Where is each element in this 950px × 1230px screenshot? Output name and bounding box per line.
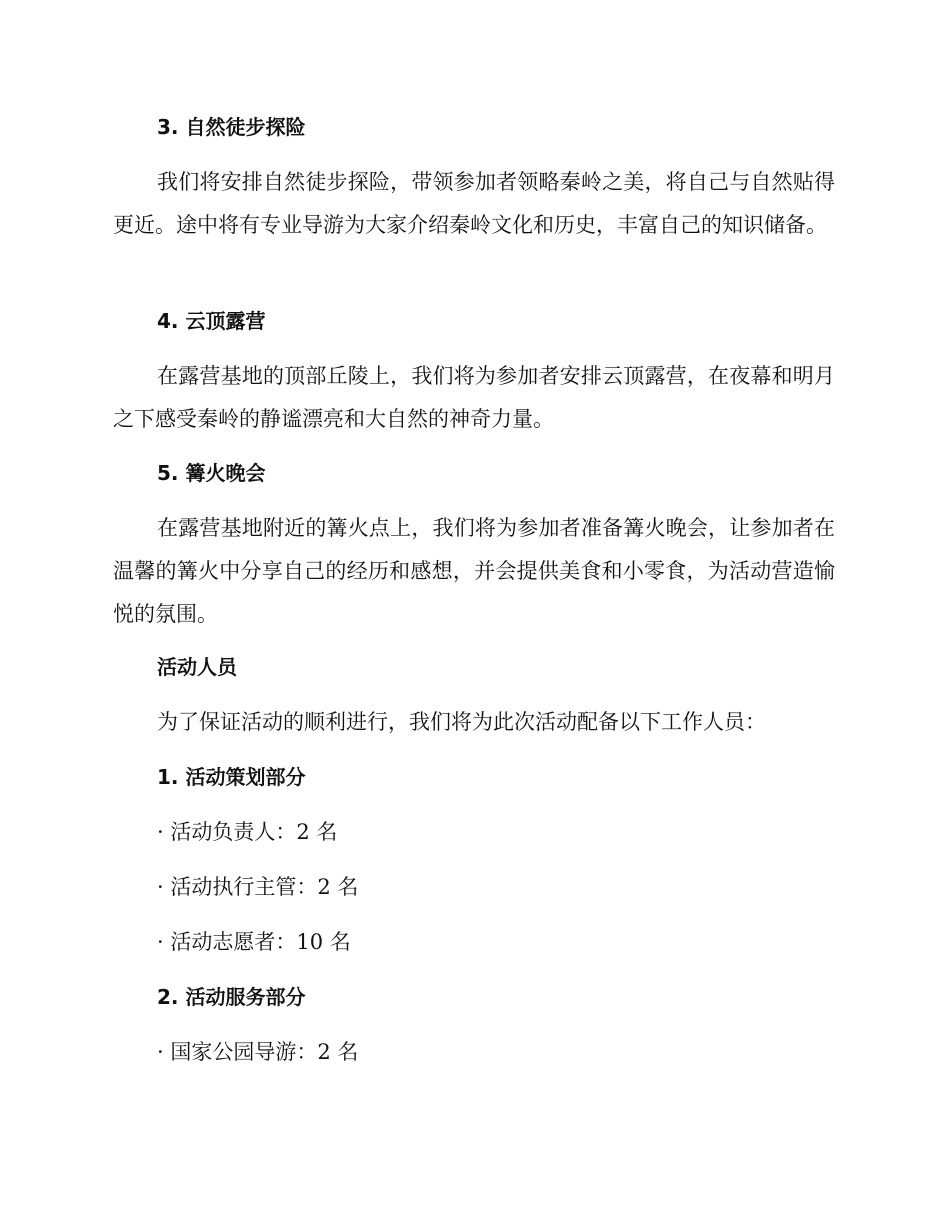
- staff-intro: 为了保证活动的顺利进行，我们将为此次活动配备以下工作人员：: [157, 710, 766, 734]
- planning-item: · 活动执行主管：2 名: [157, 875, 359, 899]
- section-heading-hiking: 3. 自然徒步探险: [157, 115, 306, 139]
- section-heading-camping: 4. 云顶露营: [157, 309, 266, 333]
- section-body-hiking: 我们将安排自然徒步探险，带领参加者领略秦岭之美，将自己与自然贴得更近。途中将有专业导游为大家介绍秦岭文化和历史，丰富自己的知识储备。: [113, 170, 835, 237]
- service-item: · 国家公园导游：2 名: [157, 1040, 359, 1064]
- section-heading-bonfire: 5. 篝火晚会: [157, 461, 266, 485]
- service-heading: 2. 活动服务部分: [157, 985, 306, 1009]
- planning-item: · 活动负责人：2 名: [157, 820, 338, 844]
- planning-item: · 活动志愿者：10 名: [157, 930, 351, 954]
- section-body-camping: 在露营基地的顶部丘陵上，我们将为参加者安排云顶露营，在夜幕和明月之下感受秦岭的静谧漂亮和大自然的神奇力量。: [113, 364, 835, 431]
- staff-heading: 活动人员: [157, 655, 237, 679]
- planning-heading: 1. 活动策划部分: [157, 765, 306, 789]
- section-body-bonfire: 在露营基地附近的篝火点上，我们将为参加者准备篝火晚会，让参加者在温馨的篝火中分享自己的经历和感想，并会提供美食和小零食，为活动营造愉悦的氛围。: [113, 516, 835, 626]
